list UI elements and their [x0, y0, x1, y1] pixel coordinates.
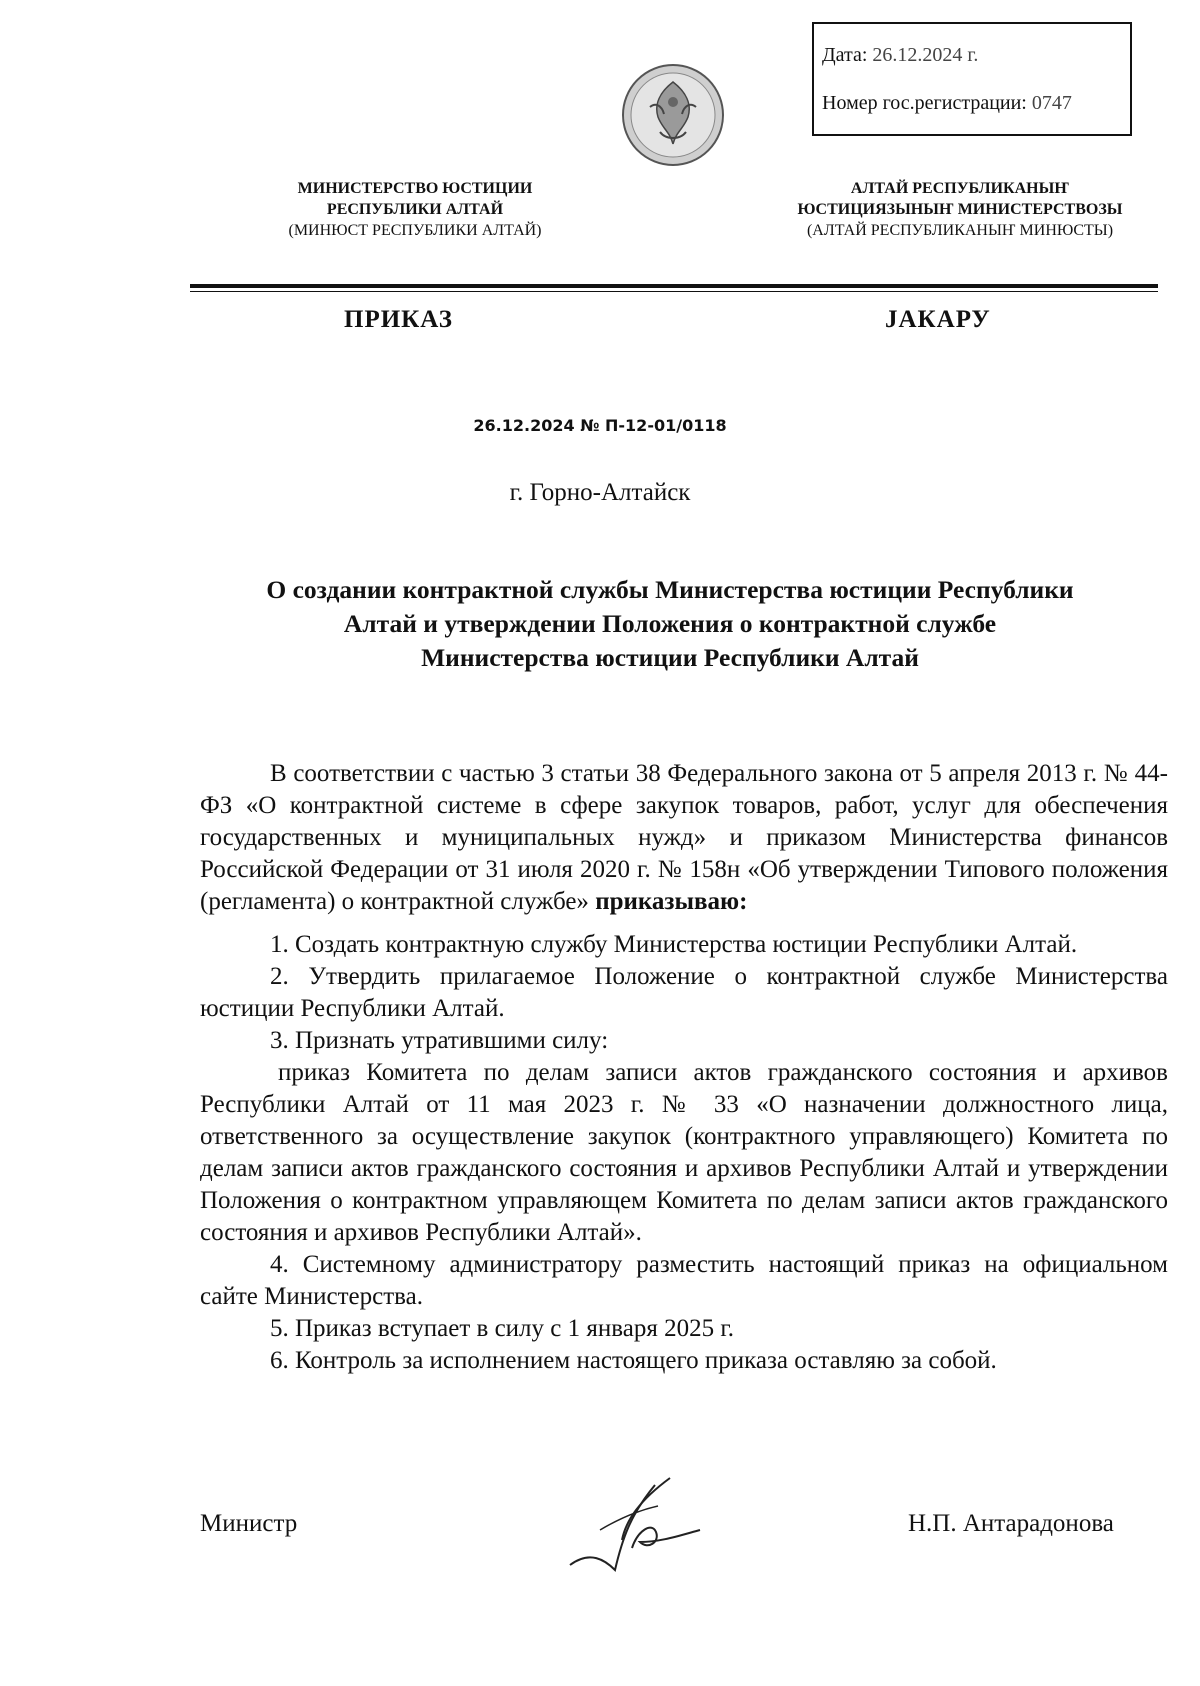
header-rule-thick [190, 284, 1158, 288]
registration-number-label: Номер гос.регистрации: [822, 92, 1027, 114]
signatory-name: Н.П. Антарадонова [908, 1510, 1114, 1537]
header-left-line2: РЕСПУБЛИКИ АЛТАЙ [326, 201, 504, 218]
order-item-6: 6. Контроль за исполнением настоящего приказа оставляю за собой. [270, 1347, 997, 1374]
header-right-line3: (АЛТАЙ РЕСПУБЛИКАНЫҤ МИНЮСТЫ) [806, 222, 1114, 239]
header-left [255, 178, 575, 241]
order-body [200, 758, 1168, 1377]
header-left-line3: (МИНЮСТ РЕСПУБЛИКИ АЛТАЙ) [288, 222, 542, 239]
preamble-bold: приказываю: [595, 888, 748, 915]
subject-line1: О создании контрактной службы Министерства юстиции Республики [266, 575, 1074, 604]
order-item-3: 3. Признать утратившими силу: [270, 1027, 609, 1054]
signatory-position: Министр [200, 1510, 298, 1537]
order-item-2: 2. Утвердить прилагаемое Положение о контрактной службе Министерства юстиции Республики Алтай. [200, 963, 1168, 1022]
header-right [750, 178, 1170, 241]
registration-date-value: 26.12.2024 г. [872, 44, 979, 66]
order-title-ru: ПРИКАЗ [344, 306, 453, 333]
order-item-3-sub: приказ Комитета по делам записи актов гражданского состояния и архивов Республики Алтай от 11 мая 2023 г. № 33 «О назначении должностного лица, ответственного за осуществление закупок (контрактного управляющего) Комитета по делам записи актов гражданского состояния и архивов Республики Алтай и утверждении Положения о контрактном управляющем Комитета по делам записи актов гражданского состояния и архивов Республики Алтай». [200, 1059, 1168, 1246]
subject-line2: Алтай и утверждении Положения о контрактной службе [343, 609, 997, 638]
order-subject [200, 573, 1140, 675]
registration-number [822, 92, 1072, 115]
header-right-line2: ЮСТИЦИЯЗЫНЫҤ МИНИСТЕРСТВОЗЫ [797, 201, 1123, 218]
signature-icon [560, 1470, 720, 1580]
order-title-alt: ЈАКАРУ [885, 306, 991, 333]
order-city: г. Горно-Алтайск [509, 479, 691, 506]
registration-date-label: Дата: [822, 44, 868, 66]
coat-of-arms-icon [620, 62, 726, 168]
registration-date [822, 44, 978, 67]
order-item-1: 1. Создать контрактную службу Министерства юстиции Республики Алтай. [270, 931, 1078, 958]
header-right-line1: АЛТАЙ РЕСПУБЛИКАНЫҤ [850, 180, 1070, 197]
order-date-number: 26.12.2024 № П-12-01/0118 [473, 416, 727, 435]
order-item-4: 4. Системному администратору разместить настоящий приказ на официальном сайте Министерства. [200, 1251, 1168, 1310]
subject-line3: Министерства юстиции Республики Алтай [421, 643, 919, 672]
order-item-5: 5. Приказ вступает в силу с 1 января 2025 г. [270, 1315, 735, 1342]
header-left-line1: МИНИСТЕРСТВО ЮСТИЦИИ [297, 180, 533, 197]
preamble-paragraph [200, 758, 1168, 918]
header-rule-thin [190, 291, 1158, 292]
registration-number-value: 0747 [1031, 92, 1072, 114]
preamble-text: В соответствии с частью 3 статьи 38 Федерального закона от 5 апреля 2013 г. № 44-ФЗ «О контрактной системе в сфере закупок товаров, работ, услуг для обеспечения государственных и муниципальных нужд» и приказом Министерства финансов Российской Федерации от 31 июля 2020 г. № 158н «Об утверждении Типового положения (регламента) о контрактной службе» [200, 760, 1168, 915]
registration-box [812, 22, 1132, 136]
